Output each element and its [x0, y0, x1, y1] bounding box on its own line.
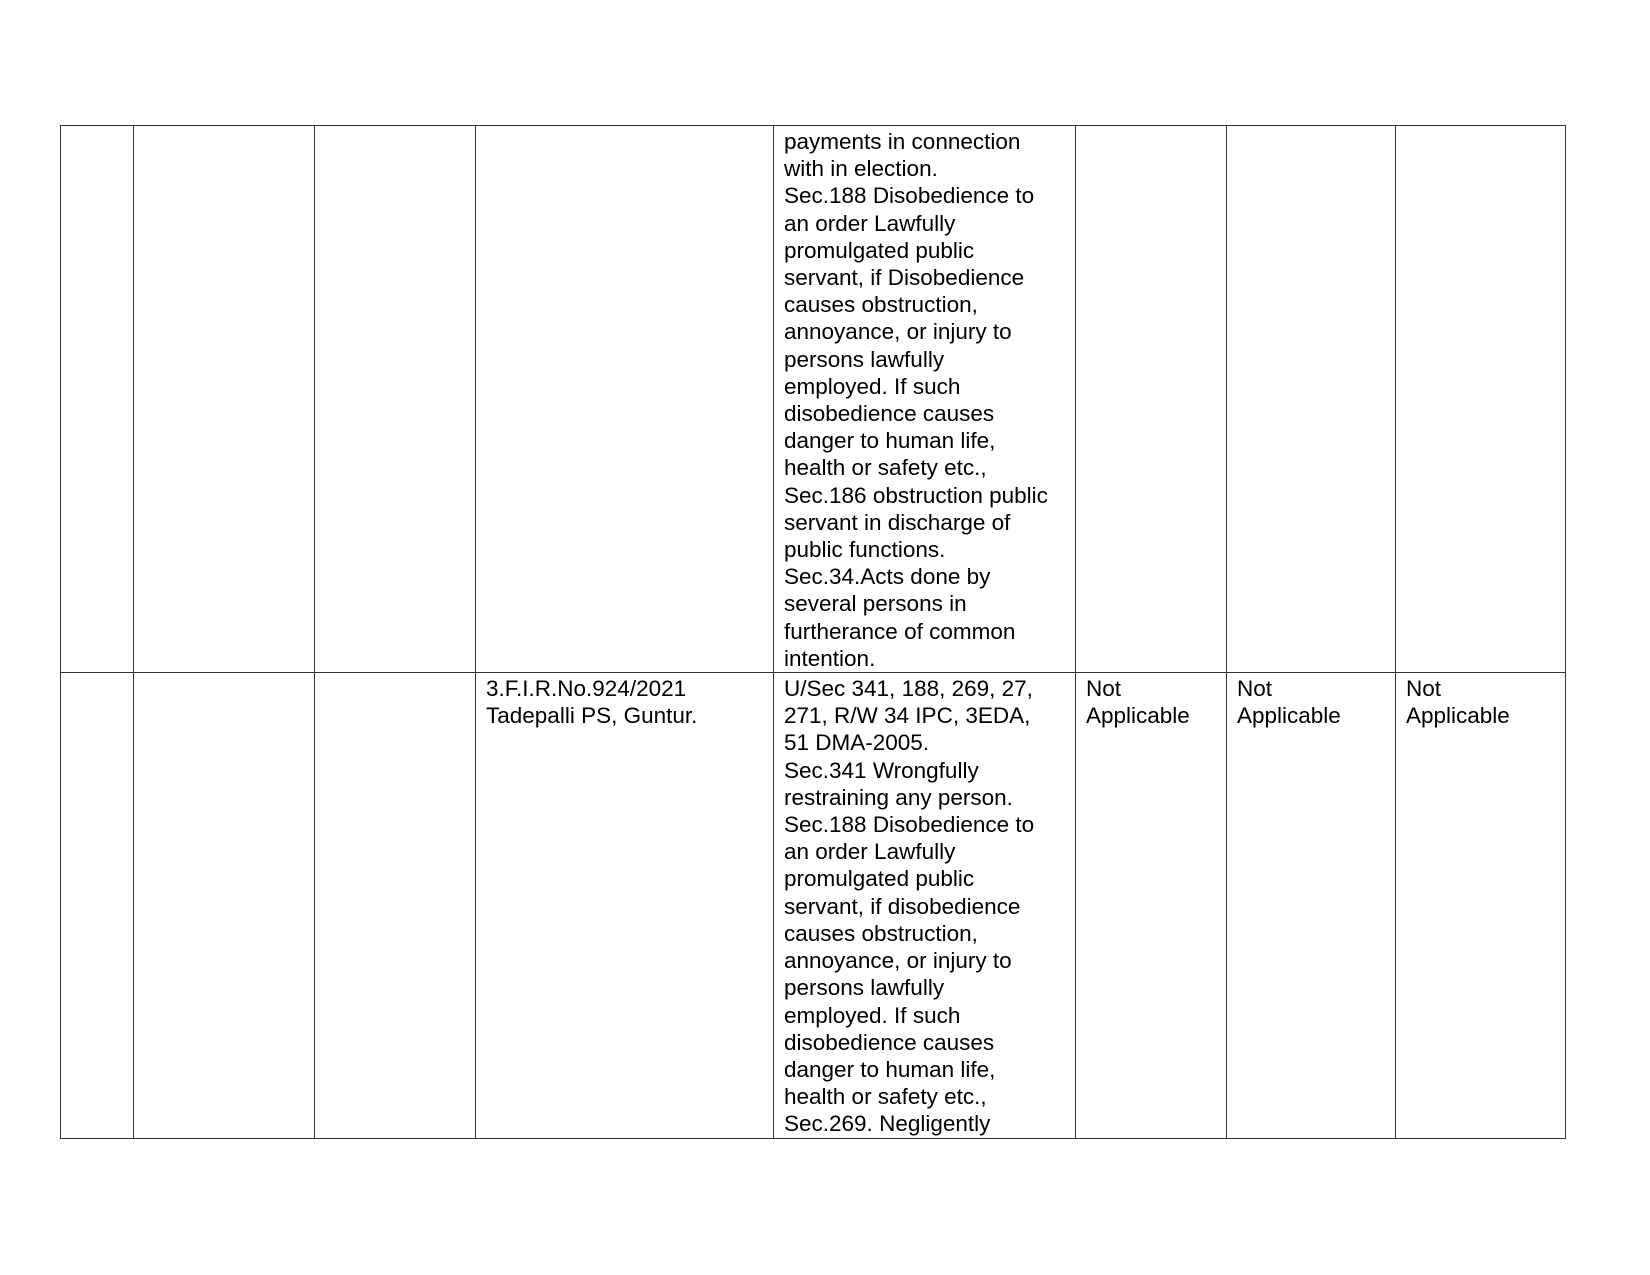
- not-applicable-text: Not Applicable: [1406, 676, 1510, 729]
- serial-cell: [61, 673, 134, 1138]
- column-8-cell: [1396, 673, 1566, 1138]
- table-row: [61, 673, 1566, 1138]
- name-cell: [134, 673, 315, 1138]
- fir-number-text: 3.F.I.R.No.924/2021 Tadepalli PS, Guntur.: [486, 676, 698, 729]
- sections-description-cell: [774, 673, 1076, 1138]
- column-6-cell: [1076, 126, 1227, 673]
- fir-number-cell: [476, 126, 774, 673]
- column-6-cell: [1076, 673, 1227, 1138]
- details-cell: [315, 126, 476, 673]
- sections-description-text: payments in connection with in election. Sec.188 Disobedience to an order Lawfully promulgated public servant, if Disobedience causes obstruction, annoyance, or injury to persons lawfully employed. If such disobedience causes danger to human life, health or safety etc., Sec.186 obstruction public servant in discharge of public functions. Sec.34.Acts done by several persons in furtherance of common intention.: [784, 129, 1048, 671]
- sections-description-cell: [774, 126, 1076, 673]
- sections-description-text: U/Sec 341, 188, 269, 27, 271, R/W 34 IPC, 3EDA, 51 DMA-2005. Sec.341 Wrongfully restraining any person. Sec.188 Disobedience to an order Lawfully promulgated public servant, if disobedience causes obstruction, annoyance, or injury to persons lawfully employed. If such disobedience causes danger to human life, health or safety etc., Sec.269. Negligently: [784, 676, 1035, 1137]
- details-cell: [315, 673, 476, 1138]
- name-cell: [134, 126, 315, 673]
- not-applicable-text: Not Applicable: [1237, 676, 1341, 729]
- fir-number-cell: [476, 673, 774, 1138]
- column-8-cell: [1396, 126, 1566, 673]
- not-applicable-text: Not Applicable: [1086, 676, 1190, 729]
- serial-cell: [61, 126, 134, 673]
- case-details-table: [60, 125, 1566, 1139]
- column-7-cell: [1227, 673, 1396, 1138]
- column-7-cell: [1227, 126, 1396, 673]
- table-row: [61, 126, 1566, 673]
